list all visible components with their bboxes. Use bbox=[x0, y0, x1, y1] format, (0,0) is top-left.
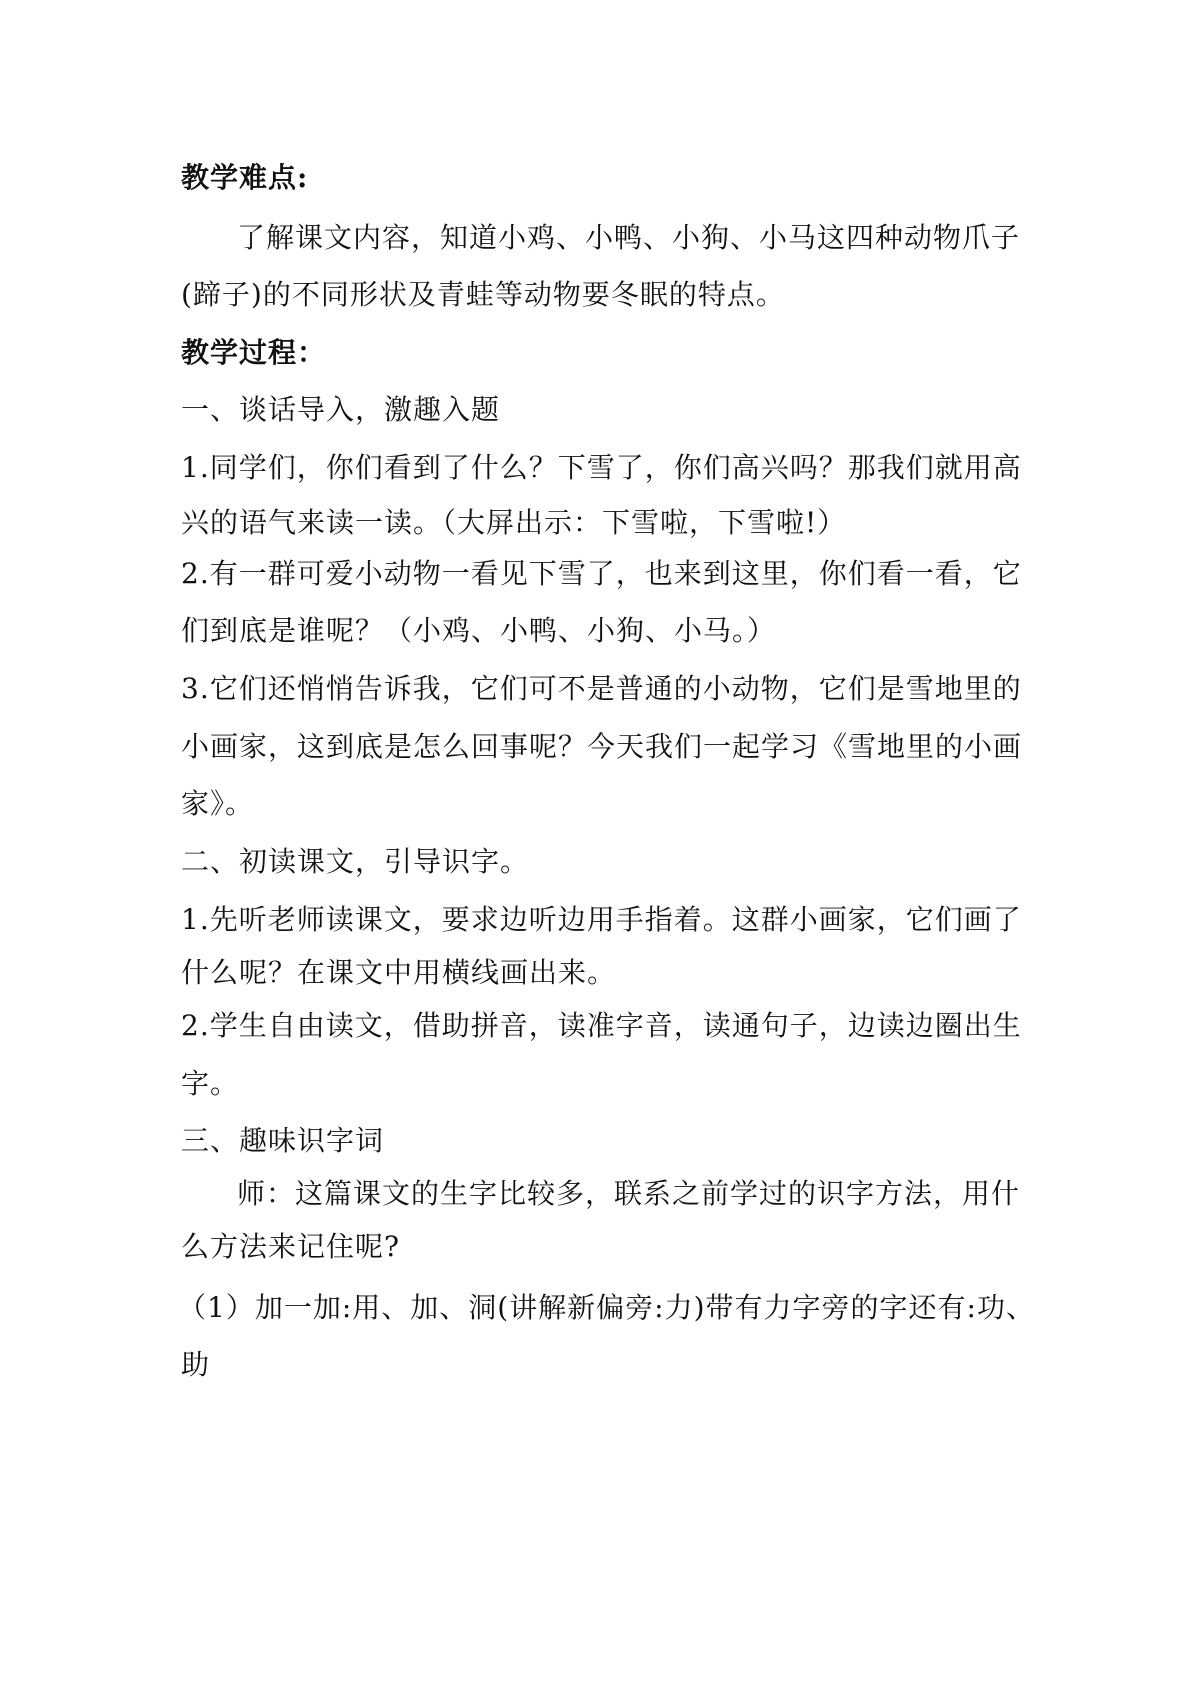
paragraph-line: 么方法来记住呢? bbox=[181, 1230, 401, 1263]
paragraph-line: 了解课文内容，知道小鸡、小鸭、小狗、小马这四种动物爪子 bbox=[237, 221, 1021, 254]
paragraph-line: 字。 bbox=[181, 1067, 240, 1100]
paragraph-line: 师：这篇课文的生字比较多，联系之前学过的识字方法，用什 bbox=[237, 1177, 1021, 1210]
heading-teaching-process: 教学过程： bbox=[181, 336, 327, 369]
paragraph-line: 家》。 bbox=[181, 787, 255, 820]
paragraph-line: 2.有一群可爱小动物一看见下雪了，也来到这里，你们看一看，它 bbox=[181, 557, 1022, 590]
section-heading: 一、谈话导入，激趣入题 bbox=[181, 393, 501, 426]
paragraph-line: 2.学生自由读文，借助拼音，读准字音，读通句子，边读边圈出生 bbox=[181, 1009, 1022, 1042]
section-heading: 三、趣味识字词 bbox=[181, 1124, 385, 1157]
paragraph-line: （1）加一加:用、加、洞(讲解新偏旁:力)带有力字旁的字还有:功、 bbox=[178, 1291, 1035, 1324]
paragraph-line: 兴的语气来读一读。（大屏出示：下雪啦，下雪啦!） bbox=[181, 506, 847, 539]
paragraph-line: 小画家，这到底是怎么回事呢？今天我们一起学习《雪地里的小画 bbox=[181, 730, 1023, 763]
section-heading: 二、初读课文，引导识字。 bbox=[181, 845, 530, 878]
paragraph-line: 们到底是谁呢？（小鸡、小鸭、小狗、小马。） bbox=[181, 614, 777, 647]
paragraph-line: (蹄子)的不同形状及青蛙等动物要冬眠的特点。 bbox=[181, 278, 785, 311]
paragraph-line: 助 bbox=[181, 1348, 211, 1381]
paragraph-line: 1.先听老师读课文，要求边听边用手指着。这群小画家，它们画了 bbox=[181, 903, 1022, 936]
paragraph-line: 什么呢？在课文中用横线画出来。 bbox=[181, 956, 617, 989]
paragraph-line: 1.同学们，你们看到了什么？下雪了，你们高兴吗？那我们就用高 bbox=[181, 451, 1022, 484]
paragraph-line: 3.它们还悄悄告诉我，它们可不是普通的小动物，它们是雪地里的 bbox=[181, 672, 1022, 705]
heading-teaching-difficulties: 教学难点: bbox=[181, 161, 309, 194]
